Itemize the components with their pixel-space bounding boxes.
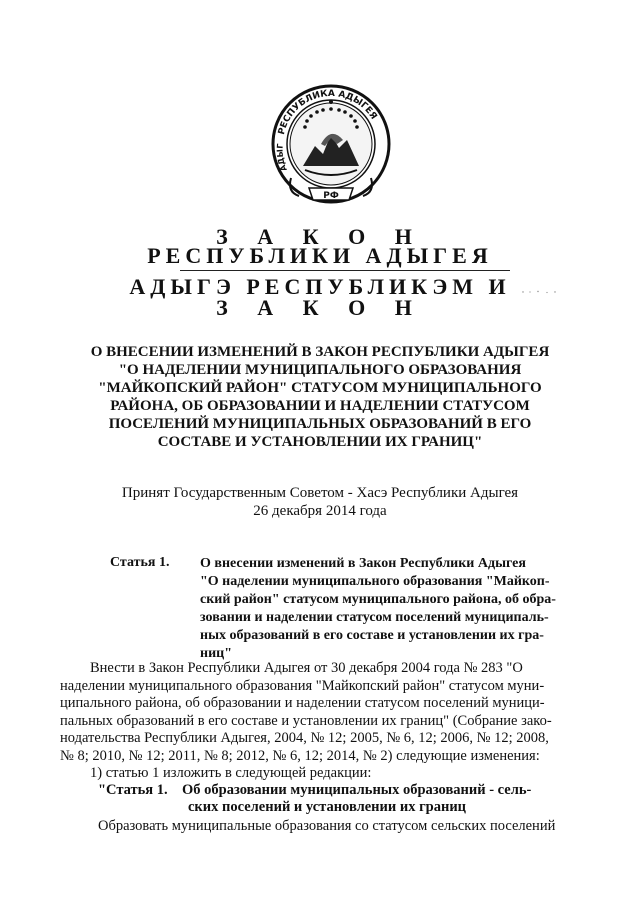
quoted-heading-line: ских поселений и установлении их границ: [188, 799, 467, 815]
adoption-note: [60, 484, 580, 520]
body-line: № 8; 2010, № 12; 2011, № 8; 2012, № 6, 12; 2014, № 2) следующие изменения:: [60, 747, 540, 764]
body-line: ципального района, об образовании и наделении статусом поселений муници-: [60, 695, 545, 711]
title-line: РАЙОНА, ОБ ОБРАЗОВАНИИ И НАДЕЛЕНИИ СТАТУСОМ: [110, 398, 530, 414]
emblem-ribbon-text: РФ: [323, 191, 339, 201]
article-1-heading: [200, 555, 592, 663]
adoption-body: Принят Государственным Советом - Хасэ Республики Адыгея: [121, 485, 519, 501]
quoted-article-text: Образовать муниципальные образования со статусом сельских поселений: [98, 818, 556, 834]
title-line: ПОСЕЛЕНИЙ МУНИЦИПАЛЬНЫХ ОБРАЗОВАНИЙ В ЕГО: [108, 416, 532, 432]
article-heading-line: зовании и наделении статусом поселений муниципаль-: [200, 610, 549, 625]
article-heading-line: О внесении изменений в Закон Республики Адыгея: [200, 556, 526, 571]
body-line: 1) статью 1 изложить в следующей редакции:: [90, 765, 372, 781]
article-1-body: [60, 660, 585, 783]
title-line: СОСТАВЕ И УСТАНОВЛЕНИИ ИХ ГРАНИЦ": [157, 434, 483, 450]
coat-of-arms-icon: [265, 82, 397, 212]
body-line: наделении муниципального образования "Майкопский район" статусом муни-: [60, 677, 545, 694]
body-line: пальных образований в его составе и установлении их границ" (Собрание зако-: [60, 712, 552, 729]
coat-of-arms-emblem: [265, 82, 397, 212]
title-line: "О НАДЕЛЕНИИ МУНИЦИПАЛЬНОГО ОБРАЗОВАНИЯ: [118, 362, 522, 378]
emblem-ring-text: РЕСПУБЛИКА АДЫГЕЯ: [276, 88, 379, 136]
article-1-label: Статья 1.: [110, 555, 170, 570]
law-title: [60, 343, 580, 451]
scan-speck: [520, 290, 562, 294]
law-heading-ady-2: З А К О Н: [216, 295, 424, 320]
title-line: "МАЙКОПСКИЙ РАЙОН" СТАТУСОМ МУНИЦИПАЛЬНОГО: [98, 380, 542, 396]
law-heading-ru-1: З А К О Н: [216, 224, 424, 249]
article-heading-line: ский район" статусом муниципального района, об обра-: [200, 592, 556, 607]
body-line: Внести в Закон Республики Адыгея от 30 декабря 2004 года № 283 "О: [90, 660, 523, 676]
quoted-article-heading: [182, 782, 582, 816]
law-heading-ady-1: АДЫГЭ РЕСПУБЛИКЭМ И: [129, 274, 511, 299]
adoption-date: 26 декабря 2014 года: [253, 503, 387, 519]
article-heading-line: "О наделении муниципального образования "Майкоп-: [200, 574, 550, 589]
quoted-article-label: "Статья 1.: [98, 782, 168, 798]
law-heading-ru-2: РЕСПУБЛИКИ АДЫГЕЯ: [147, 243, 493, 268]
title-line: О ВНЕСЕНИИ ИЗМЕНЕНИЙ В ЗАКОН РЕСПУБЛИКИ АДЫГЕЯ: [90, 344, 550, 360]
quoted-heading-line: Об образовании муниципальных образований - сель-: [182, 782, 532, 798]
heading-divider: [180, 270, 510, 271]
emblem-ring-text-left: АДЫГ: [275, 143, 289, 173]
article-heading-line: ниц": [200, 646, 232, 661]
article-heading-line: ных образований в его составе и установлении их гра-: [200, 628, 544, 643]
body-line: нодательства Республики Адыгея, 2004, № 12; 2005, № 6, 12; 2006, № 12; 2008,: [60, 730, 549, 746]
